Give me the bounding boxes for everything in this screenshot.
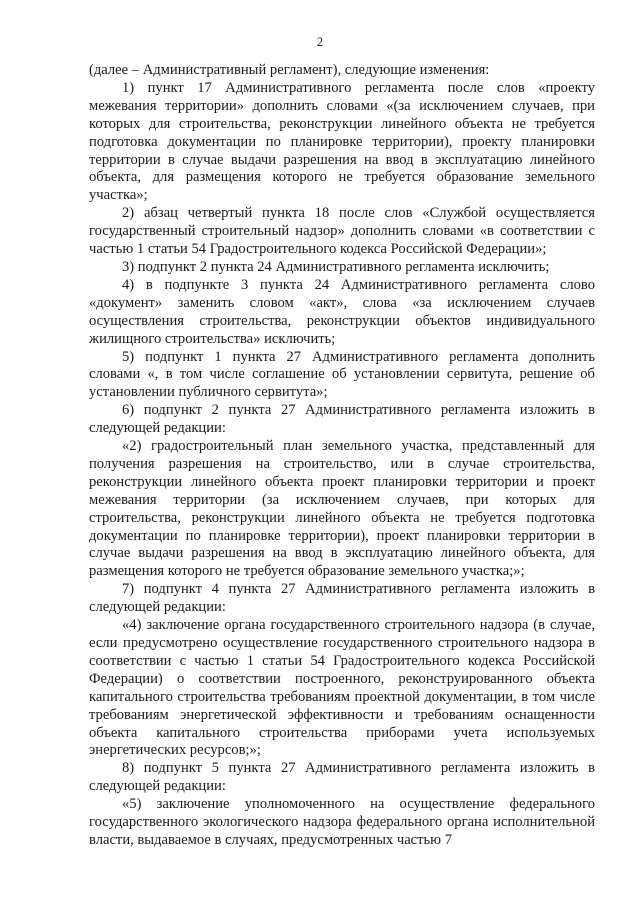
page-number: 2: [316, 35, 324, 49]
paragraph-quote-5: «5) заключение уполномоченного на осуществление федерального государственного экологического надзора федерального органа исполнительной власти, выдаваемое в случаях, предусмотренных частью 7: [89, 796, 595, 848]
paragraph-item-6: 6) подпункт 2 пункта 27 Административного регламента изложить в следующей редакции:: [89, 402, 595, 437]
paragraph-item-8: 8) подпункт 5 пункта 27 Административного регламента изложить в следующей редакции:: [89, 760, 595, 795]
paragraph-item-5: 5) подпункт 1 пункта 27 Административного регламента дополнить словами «, в том числе соглашение об установлении сервитута, решение об установлении публичного сервитута»;: [89, 348, 595, 401]
paragraph-item-7: 7) подпункт 4 пункта 27 Административного регламента изложить в следующей редакции:: [89, 581, 595, 616]
document-body: [89, 62, 595, 850]
paragraph-item-1: 1) пункт 17 Административного регламента после слов «проекту межевания территории» дополнить словами «(за исключением случаев, при которых для строительства, реконструкции линейного объекта не требуется подготовка документации по планировке территории), проекту планировки территории в случае выдачи разрешения на ввод в эксплуатацию линейного объекта, для размещения которого не требуется образование земельного участка»;: [89, 79, 595, 204]
paragraph-item-4: 4) в подпункте 3 пункта 24 Административного регламента слово «документ» заменить словом «акт», слова «за исключением случаев осуществления строительства, реконструкции объектов индивидуального жилищного строительства» исключить;: [89, 276, 595, 347]
paragraph-intro: (далее – Административный регламент), следующие изменения:: [89, 62, 490, 78]
paragraph-item-3: 3) подпункт 2 пункта 24 Административного регламента исключить;: [122, 258, 550, 275]
paragraph-quote-2: «2) градостроительный план земельного участка, представленный для получения разрешения на строительство, или в случае строительства, реконструкции линейного объекта проект планировки территории и проект межевания территории (за исключением случаев, при которых для строительства, реконструкции линейного объекта не требуется подготовка документации по планировке территории), проект планировки территории в случае выдачи разрешения на ввод в эксплуатацию линейного объекта, для размещения которого не требуется образование земельного участка;»;: [89, 438, 595, 580]
paragraph-item-2: 2) абзац четвертый пункта 18 после слов «Службой осуществляется государственный строительный надзор» дополнить словами «в соответствии с частью 1 статьи 54 Градостроительного кодекса Российской Федерации»;: [89, 205, 595, 258]
paragraph-quote-4: «4) заключение органа государственного строительного надзора (в случае, если предусмотрено осуществление государственного строительного надзора в соответствии с частью 1 статьи 54 Градостроительного кодекса Российской Федерации) о соответствии построенного, реконструированного объекта капитального строительства требованиям проектной документации, в том числе требованиям энергетической эффективности и требованиям оснащенности объекта капитального строительства приборами учета используемых энергетических ресурсов;»;: [89, 617, 595, 759]
